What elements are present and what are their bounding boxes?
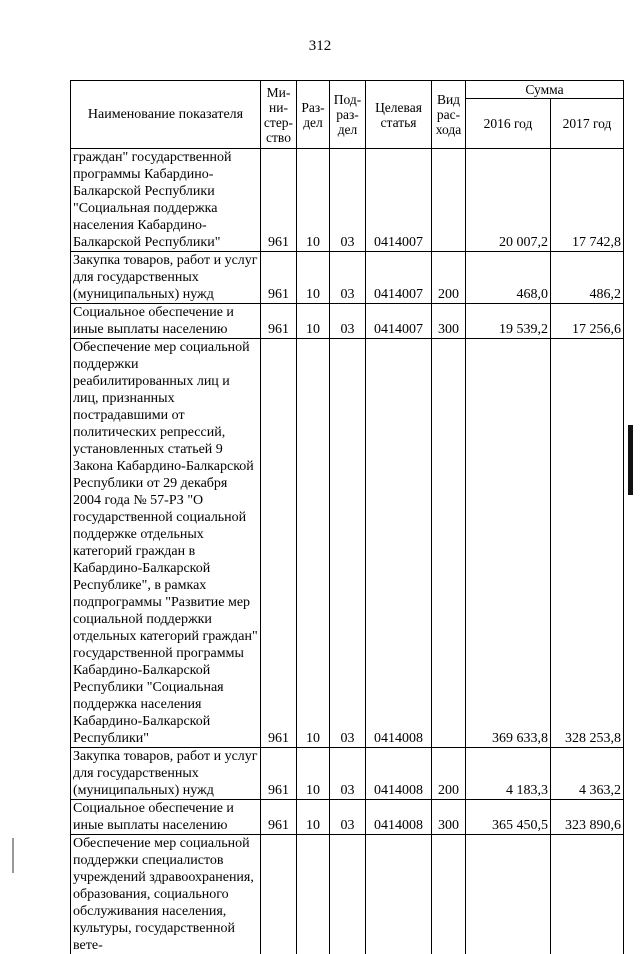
header-ministry: Ми-ни-стер-ство bbox=[261, 81, 297, 149]
row-subsection: 03 bbox=[330, 339, 366, 748]
header-year-2017: 2017 год bbox=[551, 99, 624, 149]
row-subsection: 03 bbox=[330, 304, 366, 339]
row-ministry: 961 bbox=[261, 748, 297, 800]
row-target: 0414007 bbox=[366, 304, 432, 339]
row-target: 0414008 bbox=[366, 748, 432, 800]
table-row bbox=[71, 339, 624, 748]
row-sum-2017: 486,2 bbox=[551, 252, 624, 304]
row-expense: 300 bbox=[432, 800, 466, 835]
row-sum-2017: 323 890,6 bbox=[551, 800, 624, 835]
row-subsection bbox=[330, 835, 366, 954]
row-expense bbox=[432, 149, 466, 252]
row-name: граждан" государственной программы Кабардино-Балкарской Республики "Социальная поддержка населения Кабардино-Балкарской Республики" bbox=[71, 149, 261, 252]
header-subsection: Под-раз-дел bbox=[330, 81, 366, 149]
row-expense bbox=[432, 835, 466, 954]
row-sum-2017: 17 742,8 bbox=[551, 149, 624, 252]
row-name: Закупка товаров, работ и услуг для государственных (муниципальных) нужд bbox=[71, 748, 261, 800]
row-ministry: 961 bbox=[261, 304, 297, 339]
table-row bbox=[71, 252, 624, 304]
row-ministry: 961 bbox=[261, 252, 297, 304]
row-ministry bbox=[261, 835, 297, 954]
header-expense: Вид рас-хода bbox=[432, 81, 466, 149]
row-section: 10 bbox=[297, 252, 330, 304]
row-name: Закупка товаров, работ и услуг для государственных (муниципальных) нужд bbox=[71, 252, 261, 304]
row-section: 10 bbox=[297, 339, 330, 748]
row-section bbox=[297, 835, 330, 954]
row-section: 10 bbox=[297, 304, 330, 339]
row-sum-2016 bbox=[466, 835, 551, 954]
row-ministry: 961 bbox=[261, 149, 297, 252]
row-sum-2016: 468,0 bbox=[466, 252, 551, 304]
scan-edge-mark bbox=[628, 425, 633, 495]
table-row bbox=[71, 835, 624, 954]
row-section: 10 bbox=[297, 149, 330, 252]
row-sum-2016: 4 183,3 bbox=[466, 748, 551, 800]
row-target: 0414008 bbox=[366, 339, 432, 748]
page-number: 312 bbox=[0, 38, 640, 55]
table-row bbox=[71, 304, 624, 339]
table-row bbox=[71, 149, 624, 252]
header-target: Целевая статья bbox=[366, 81, 432, 149]
row-expense: 200 bbox=[432, 252, 466, 304]
budget-table bbox=[70, 80, 624, 954]
table-row bbox=[71, 800, 624, 835]
row-section: 10 bbox=[297, 748, 330, 800]
row-subsection: 03 bbox=[330, 748, 366, 800]
row-ministry: 961 bbox=[261, 339, 297, 748]
row-target: 0414007 bbox=[366, 149, 432, 252]
row-sum-2016: 20 007,2 bbox=[466, 149, 551, 252]
header-sum: Сумма bbox=[466, 81, 624, 99]
row-sum-2017: 17 256,6 bbox=[551, 304, 624, 339]
table-row bbox=[71, 748, 624, 800]
row-name: Обеспечение мер социальной поддержки специалистов учреждений здравоохранения, образования, социального обслуживания населения, культуры, государственной вете- bbox=[71, 835, 261, 954]
row-subsection: 03 bbox=[330, 149, 366, 252]
row-target: 0414007 bbox=[366, 252, 432, 304]
header-year-2016: 2016 год bbox=[466, 99, 551, 149]
row-expense: 200 bbox=[432, 748, 466, 800]
row-sum-2016: 369 633,8 bbox=[466, 339, 551, 748]
row-name: Социальное обеспечение и иные выплаты населению bbox=[71, 800, 261, 835]
header-section: Раз-дел bbox=[297, 81, 330, 149]
row-target bbox=[366, 835, 432, 954]
row-sum-2017: 4 363,2 bbox=[551, 748, 624, 800]
row-expense: 300 bbox=[432, 304, 466, 339]
row-subsection: 03 bbox=[330, 252, 366, 304]
row-section: 10 bbox=[297, 800, 330, 835]
scan-margin-mark bbox=[12, 838, 14, 873]
row-expense bbox=[432, 339, 466, 748]
row-sum-2016: 19 539,2 bbox=[466, 304, 551, 339]
row-target: 0414008 bbox=[366, 800, 432, 835]
row-name: Обеспечение мер социальной поддержки реабилитированных лиц и лиц, признанных пострадавшими от политических репрессий, установленных статьей 9 Закона Кабардино-Балкарской Республики от 29 декабря 2004 года № 57-РЗ "О государственной социальной поддержке отдельных категорий граждан в Кабардино-Балкарской Республике", в рамках подпрограммы "Развитие мер социальной поддержки отдельных категорий граждан" государственной программы Кабардино-Балкарской Республики "Социальная поддержка населения Кабардино-Балкарской Республики" bbox=[71, 339, 261, 748]
row-sum-2016: 365 450,5 bbox=[466, 800, 551, 835]
row-sum-2017 bbox=[551, 835, 624, 954]
row-subsection: 03 bbox=[330, 800, 366, 835]
row-ministry: 961 bbox=[261, 800, 297, 835]
row-sum-2017: 328 253,8 bbox=[551, 339, 624, 748]
row-name: Социальное обеспечение и иные выплаты населению bbox=[71, 304, 261, 339]
header-name: Наименование показателя bbox=[71, 81, 261, 149]
